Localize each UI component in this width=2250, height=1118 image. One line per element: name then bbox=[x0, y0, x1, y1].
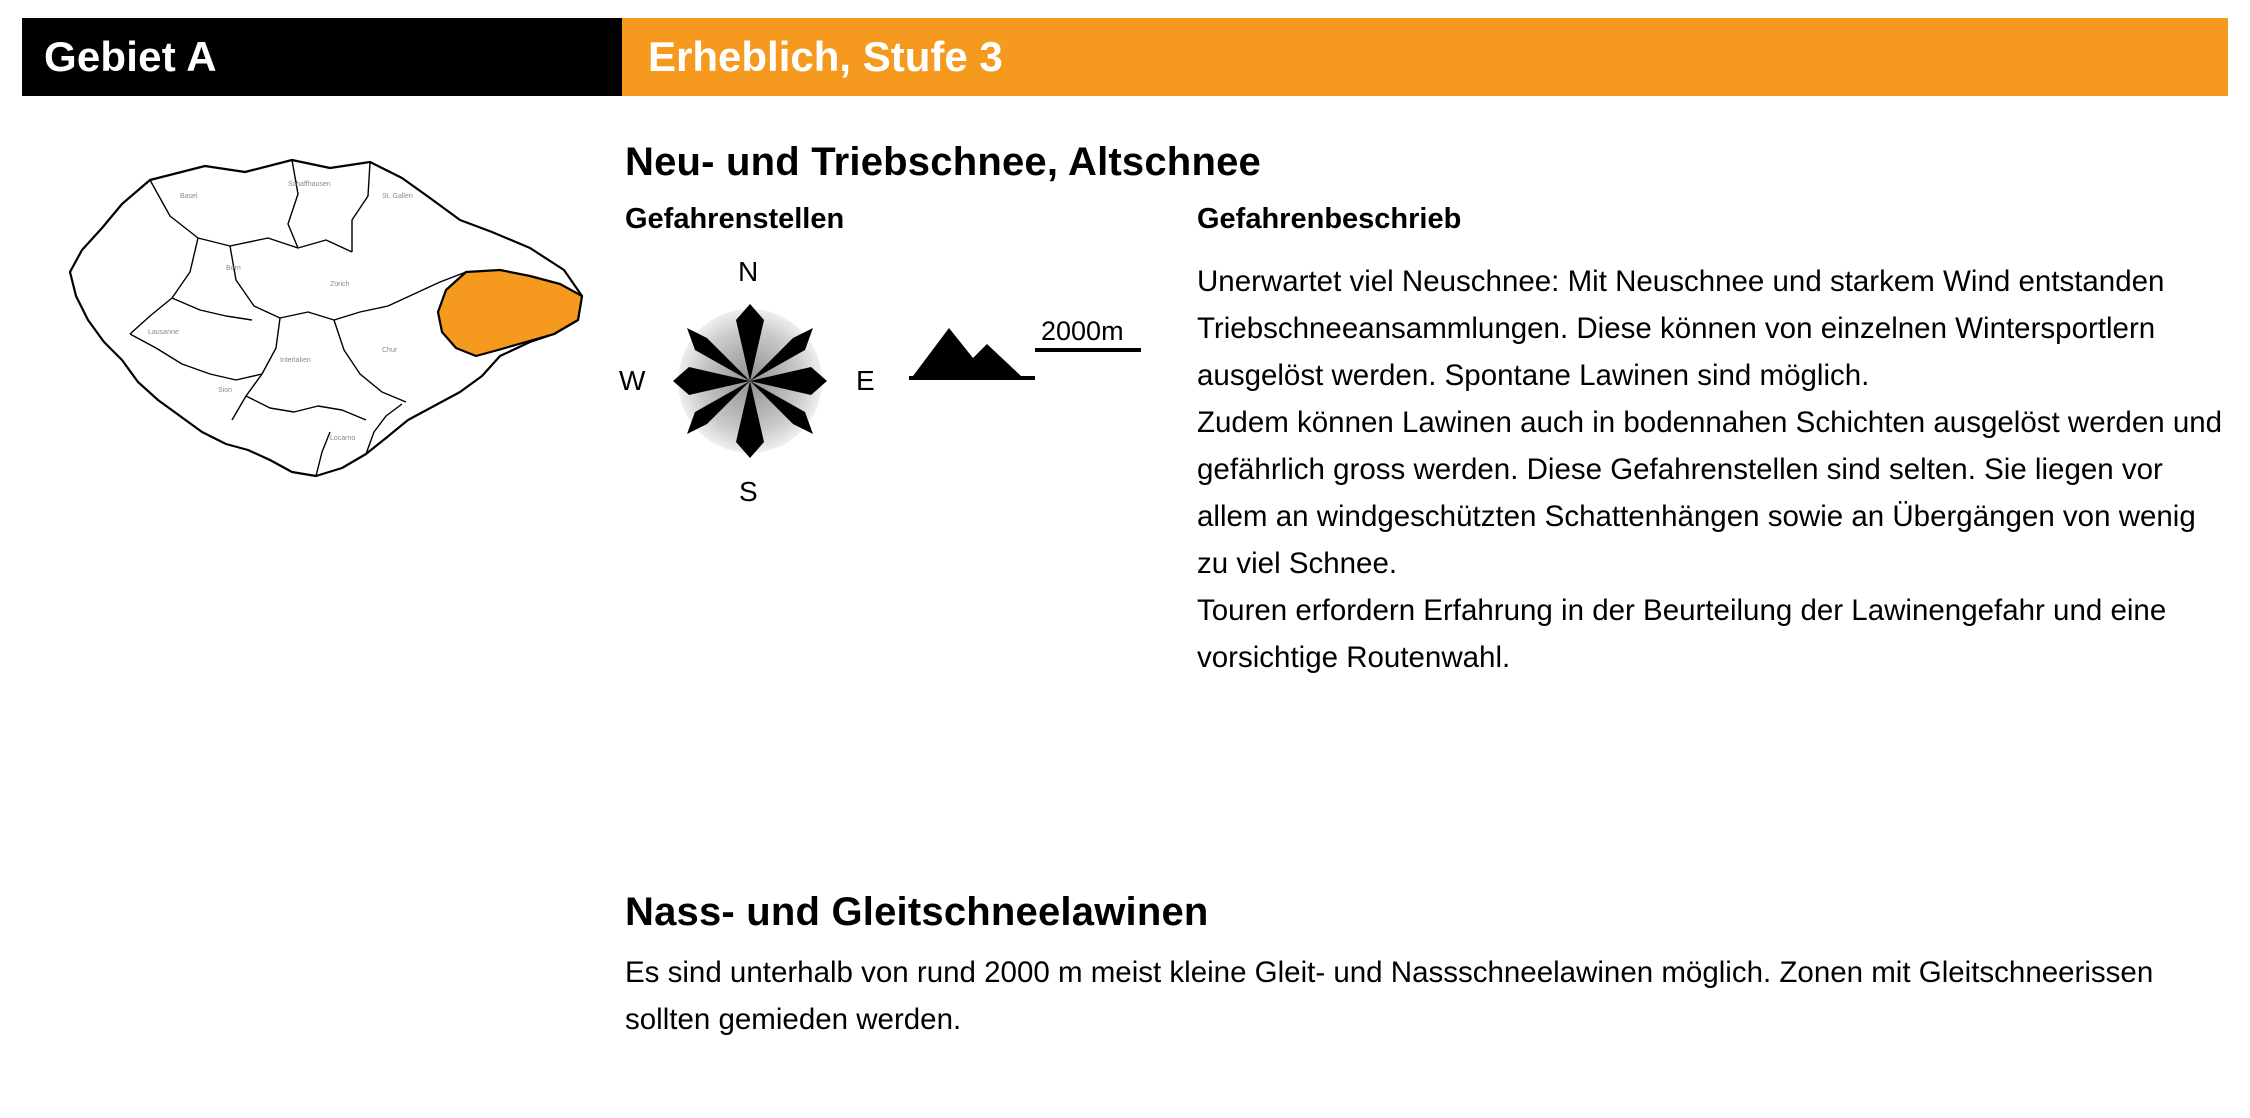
svg-text:Locarno: Locarno bbox=[330, 435, 356, 442]
rose-label-east: E bbox=[856, 365, 875, 396]
page-title: Neu- und Triebschnee, Altschnee bbox=[625, 140, 1261, 184]
wet-snow-section bbox=[625, 890, 2225, 1043]
wet-snow-text-wrap bbox=[625, 949, 2225, 1043]
svg-text:Basel: Basel bbox=[180, 193, 198, 200]
region-label: Gebiet A bbox=[44, 33, 217, 80]
svg-text:Lausanne: Lausanne bbox=[148, 329, 179, 336]
svg-text:St. Gallen: St. Gallen bbox=[382, 193, 413, 200]
danger-spots-graphics bbox=[619, 256, 1197, 508]
danger-level-label: Erheblich, Stufe 3 bbox=[648, 33, 1003, 80]
svg-text:Bern: Bern bbox=[226, 265, 241, 272]
aspect-rose-icon bbox=[619, 256, 875, 508]
danger-description-title: Gefahrenbeschrieb bbox=[1197, 203, 1462, 235]
switzerland-map bbox=[30, 120, 610, 520]
svg-text:Chur: Chur bbox=[382, 347, 398, 354]
rose-label-south: S bbox=[739, 476, 758, 507]
danger-spots-column bbox=[619, 203, 1197, 508]
elevation-label: 2000m bbox=[1041, 316, 1124, 346]
elevation-icon bbox=[903, 310, 1153, 420]
rose-label-west: W bbox=[619, 365, 646, 396]
danger-description-paragraph-2: Zudem können Lawinen auch in bodennahen Schichten ausgelöst werden und gefährlich gross werden. Diese Gefahrenstellen sind selten. Sie liegen vor allem an windgeschützten Schattenhängen sowie an Übergängen von wenig zu viel Schnee. bbox=[1197, 406, 2223, 580]
svg-text:Zürich: Zürich bbox=[330, 281, 350, 288]
rose-label-north: N bbox=[738, 256, 759, 287]
region-badge bbox=[22, 18, 622, 96]
danger-spots-title: Gefahrenstellen bbox=[625, 203, 845, 235]
main-content bbox=[619, 140, 2225, 681]
svg-text:Interlaken: Interlaken bbox=[280, 357, 311, 364]
content-columns bbox=[619, 203, 2225, 681]
danger-description-paragraph-3: Touren erfordern Erfahrung in der Beurteilung der Lawinengefahr und eine vorsichtige Routenwahl. bbox=[1197, 594, 2167, 674]
danger-description-column bbox=[1197, 203, 2225, 681]
svg-text:Sion: Sion bbox=[218, 387, 233, 394]
wet-snow-text: Es sind unterhalb von rund 2000 m meist kleine Gleit- und Nassschneelawinen möglich. Zonen mit Gleitschneerissen sollten gemieden werden. bbox=[625, 956, 2154, 1036]
svg-text:Schaffhausen: Schaffhausen bbox=[288, 181, 331, 188]
danger-description-text bbox=[1197, 258, 2225, 681]
wet-snow-title: Nass- und Gleitschneelawinen bbox=[625, 890, 1209, 934]
danger-level-badge bbox=[622, 18, 2228, 96]
danger-description-paragraph-1: Unerwartet viel Neuschnee: Mit Neuschnee und starkem Wind entstanden Triebschneeansammlungen. Diese können von einzelnen Wintersportlern ausgelöst werden. Spontane Lawinen sind möglich. bbox=[1197, 265, 2165, 392]
bulletin-header bbox=[22, 18, 2228, 96]
